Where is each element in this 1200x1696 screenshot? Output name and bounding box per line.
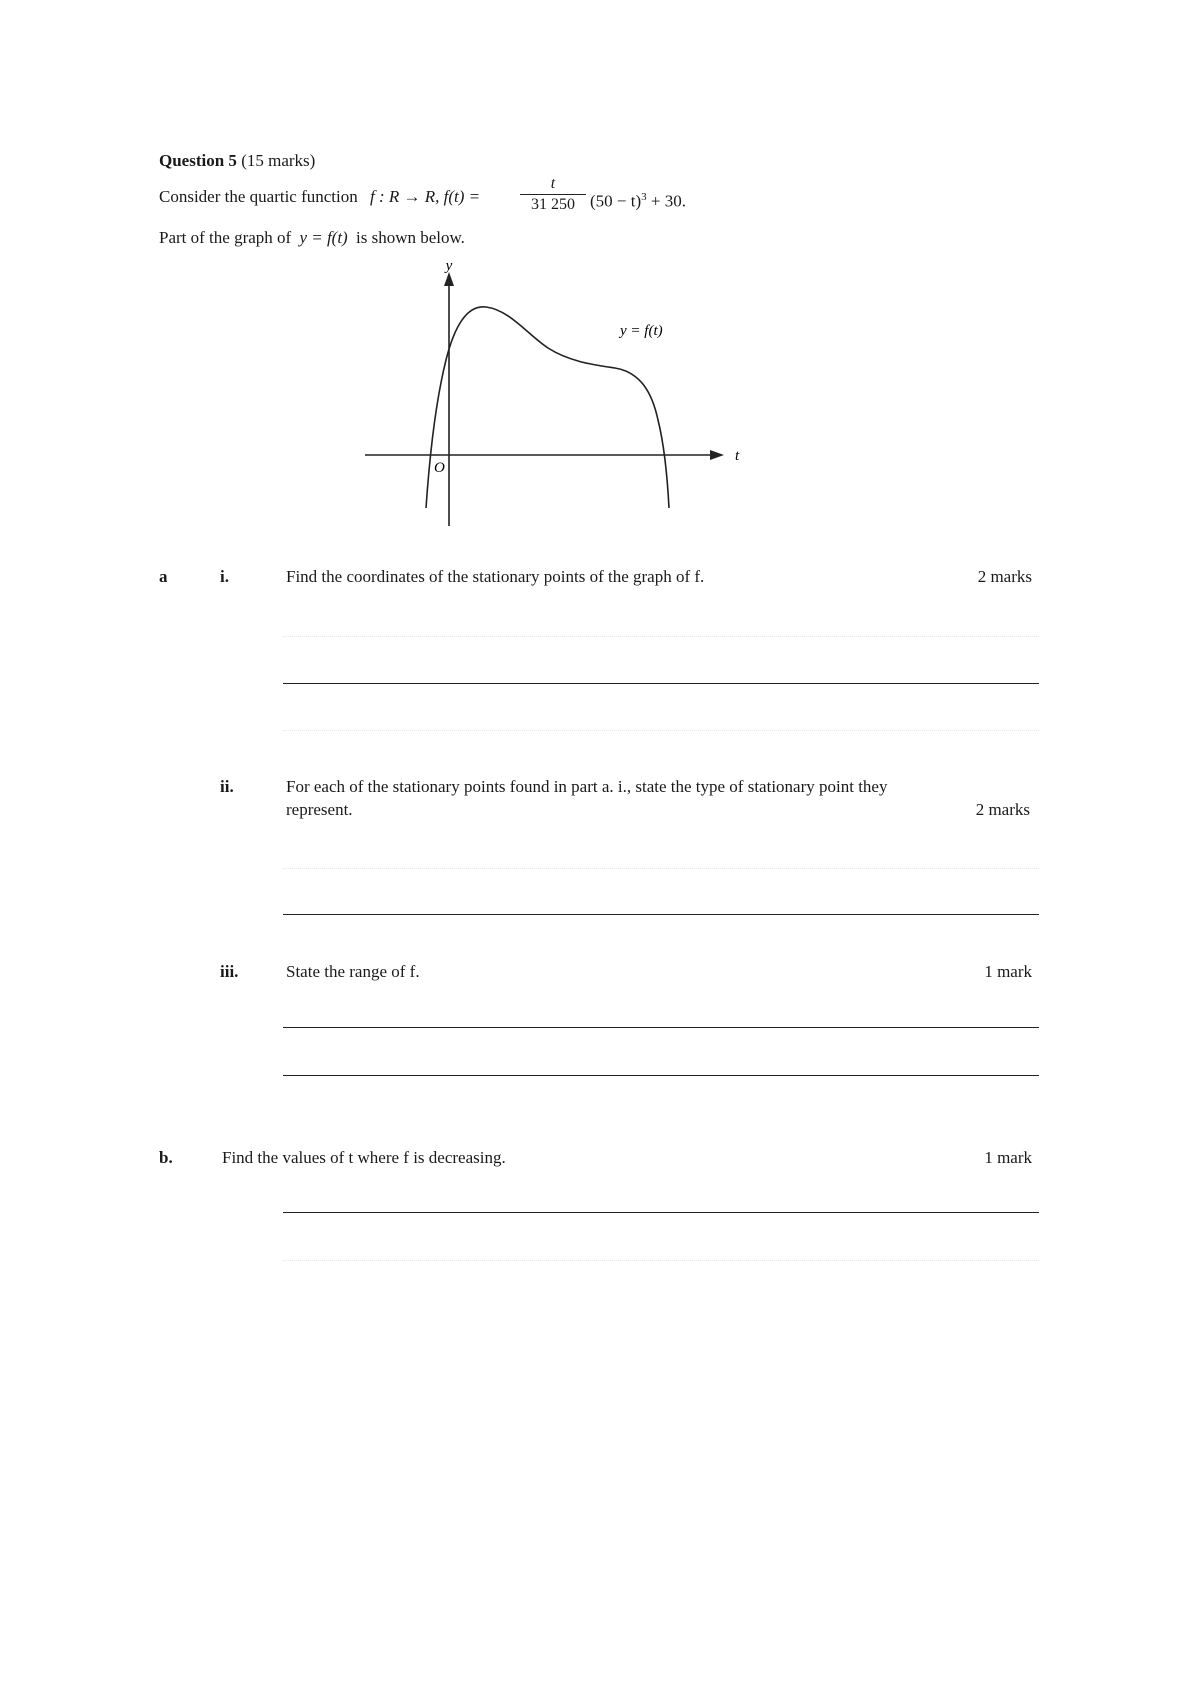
part-a-ii-question-line2: represent. bbox=[286, 800, 353, 819]
answer-line[interactable] bbox=[283, 914, 1039, 915]
t-axis-label: t bbox=[735, 448, 740, 464]
rhs-exponent: 3 bbox=[641, 191, 647, 203]
function-lhs: f : R → R, f(t) = bbox=[370, 187, 481, 206]
function-graph bbox=[0, 0, 1200, 560]
part-b-label: b. bbox=[159, 1148, 173, 1167]
caption-prefix: Part of the graph of bbox=[159, 228, 292, 247]
intro-text: Consider the quartic function bbox=[159, 187, 358, 206]
origin-label: O bbox=[434, 460, 445, 476]
answer-line[interactable] bbox=[283, 1027, 1039, 1028]
rhs-tail: + 30. bbox=[650, 191, 686, 211]
part-a-iii-question: State the range of f. bbox=[286, 962, 420, 981]
part-a-ii-question-line1: For each of the stationary points found in part a. i., state the type of stationary point they bbox=[286, 777, 888, 796]
y-axis-label: y bbox=[445, 258, 453, 274]
answer-line[interactable] bbox=[283, 730, 1039, 731]
question-marks: (15 marks) bbox=[241, 151, 316, 170]
part-a-iii-marks: 1 mark bbox=[984, 962, 1032, 981]
part-a-i-question: Find the coordinates of the stationary points of the graph of f. bbox=[286, 567, 705, 586]
fraction-denominator: 31 250 bbox=[531, 196, 575, 213]
answer-line[interactable] bbox=[283, 1260, 1039, 1261]
y-axis-arrow-icon bbox=[444, 272, 454, 286]
question-title: Question 5 bbox=[159, 151, 237, 170]
part-a-label: a bbox=[159, 567, 168, 586]
curve-label: y = f(t) bbox=[620, 323, 663, 339]
part-a-i-marks: 2 marks bbox=[977, 567, 1032, 586]
answer-line[interactable] bbox=[283, 683, 1039, 684]
answer-line[interactable] bbox=[283, 636, 1039, 637]
fraction-numerator: t bbox=[550, 175, 556, 192]
part-a-ii-marks: 2 marks bbox=[975, 800, 1030, 819]
part-b-question: Find the values of t where f is decreasing. bbox=[222, 1148, 506, 1167]
answer-line[interactable] bbox=[283, 868, 1039, 869]
answer-line[interactable] bbox=[283, 1075, 1039, 1076]
part-a-iii-label: iii. bbox=[220, 962, 239, 981]
part-b-marks: 1 mark bbox=[984, 1148, 1032, 1167]
part-a-i-label: i. bbox=[220, 567, 229, 586]
rhs-base: (50 − t) bbox=[590, 191, 642, 211]
t-axis-arrow-icon bbox=[710, 450, 724, 460]
caption-math: y = f(t) bbox=[299, 228, 348, 247]
part-a-ii-label: ii. bbox=[220, 777, 234, 796]
caption-suffix: is shown below. bbox=[355, 228, 465, 247]
answer-line[interactable] bbox=[283, 1212, 1039, 1213]
